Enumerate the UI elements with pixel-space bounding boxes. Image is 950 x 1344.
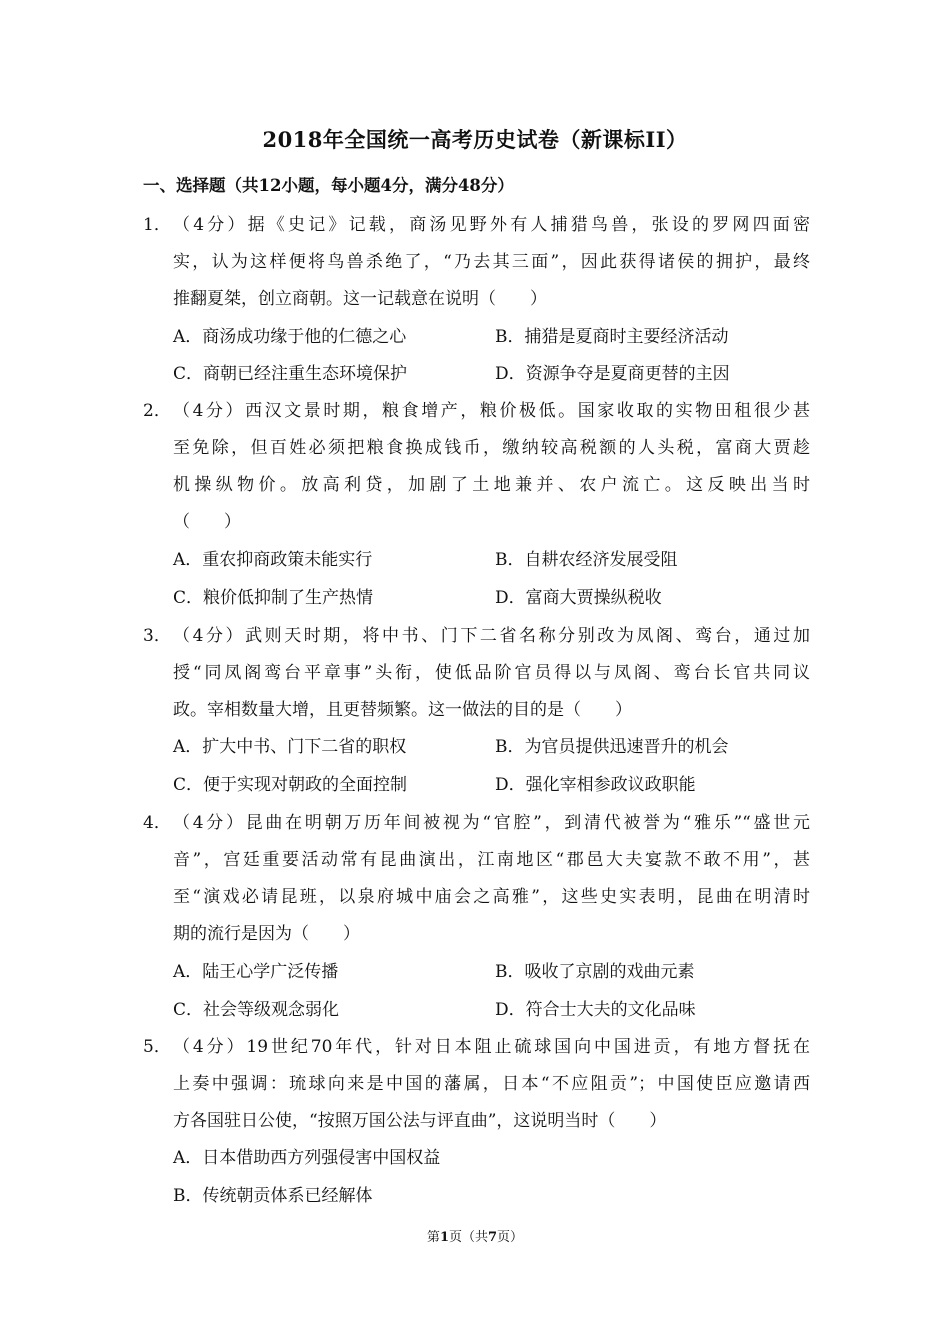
question-number: 3． [143,626,171,646]
question-text-line: （4分）武则天时期，将中书、门下二省名称分别改为凤阁、鸾台，通过加 [173,626,810,646]
option-c[interactable]: C．粮价低抑制了生产热情 [173,588,374,608]
footer-suffix: 页） [497,1230,524,1245]
option-a[interactable]: A．商汤成功缘于他的仁德之心 [173,327,407,347]
question-text-line: 实，认为这样便将鸟兽杀绝了，“乃去其三面”，因此获得诸侯的拥护，最终 [173,252,810,272]
option-d[interactable]: D．强化宰相参政议政职能 [495,775,696,795]
question-text-line: （4分）西汉文景时期，粮食增产，粮价极低。国家收取的实物田租很少甚 [173,401,810,421]
option-b[interactable]: B．传统朝贡体系已经解体 [173,1186,373,1206]
question-number: 1． [143,215,171,235]
question-text-line: 机操纵物价。放高利贷，加剧了土地兼并、农户流亡。这反映出当时 [173,475,810,495]
option-c[interactable]: C．商朝已经注重生态环境保护 [173,364,408,384]
option-d[interactable]: D．富商大贾操纵税收 [495,588,662,608]
question-text-line: （4分）据《史记》记载，商汤见野外有人捕猎鸟兽，张设的罗网四面密 [173,215,810,235]
current-page-number: 1 [439,1230,449,1245]
question-text-line: （ ） [173,512,241,532]
option-d[interactable]: D．资源争夺是夏商更替的主因 [495,364,730,384]
option-a[interactable]: A．陆王心学广泛传播 [173,962,339,982]
option-b[interactable]: B．捕猎是夏商时主要经济活动 [495,327,729,347]
question-number: 2． [143,401,171,421]
option-b[interactable]: B．自耕农经济发展受阻 [495,550,678,570]
question-text-line: 授“同凤阁鸾台平章事”头衔，使低品阶官员得以与凤阁、鸾台长官共同议 [173,663,810,683]
question-text-line: 上奏中强调：琉球向来是中国的藩属，日本“不应阻贡”；中国使臣应邀请西 [173,1074,810,1094]
option-d[interactable]: D．符合士大夫的文化品味 [495,1000,696,1020]
option-c[interactable]: C．社会等级观念弱化 [173,1000,340,1020]
option-a[interactable]: A．扩大中书、门下二省的职权 [173,737,407,757]
option-a[interactable]: A．日本借助西方列强侵害中国权益 [173,1148,441,1168]
question-number: 5． [143,1037,171,1057]
total-pages-number: 7 [488,1230,498,1245]
option-b[interactable]: B．吸收了京剧的戏曲元素 [495,962,695,982]
question-text-line: 期的流行是因为（ ） [173,924,360,944]
question-text-line: 至免除，但百姓必须把粮食换成钱币，缴纳较高税额的人头税，富商大贾趁 [173,438,810,458]
option-c[interactable]: C．便于实现对朝政的全面控制 [173,775,408,795]
section-heading: 一、选择题（共12小题，每小题4分，满分48分） [143,176,514,195]
question-text-line: 方各国驻日公使，“按照万国公法与评直曲”，这说明当时（ ） [173,1111,667,1131]
page-footer [0,1226,950,1245]
footer-prefix: 第 [426,1230,440,1245]
footer-mid: 页（共 [448,1230,488,1245]
question-text-line: 推翻夏桀，创立商朝。这一记载意在说明（ ） [173,289,547,309]
question-text-line: 政。宰相数量大增，且更替频繁。这一做法的目的是（ ） [173,700,632,720]
question-number: 4． [143,813,171,833]
question-text-line: 音”，宫廷重要活动常有昆曲演出，江南地区“郡邑大夫宴款不敢不用”，甚 [173,850,810,870]
option-b[interactable]: B．为官员提供迅速晋升的机会 [495,737,729,757]
option-a[interactable]: A．重农抑商政策未能实行 [173,550,373,570]
question-text-line: （4分）19世纪70年代，针对日本阻止硫球国向中国进贡，有地方督抚在 [173,1037,810,1057]
exam-title: 2018年全国统一高考历史试卷（新课标II） [262,127,688,152]
question-text-line: （4分）昆曲在明朝万历年间被视为“官腔”，到清代被誉为“雅乐”“盛世元 [173,813,810,833]
question-text-line: 至“演戏必请昆班，以泉府城中庙会之高雅”，这些史实表明，昆曲在明清时 [173,887,810,907]
